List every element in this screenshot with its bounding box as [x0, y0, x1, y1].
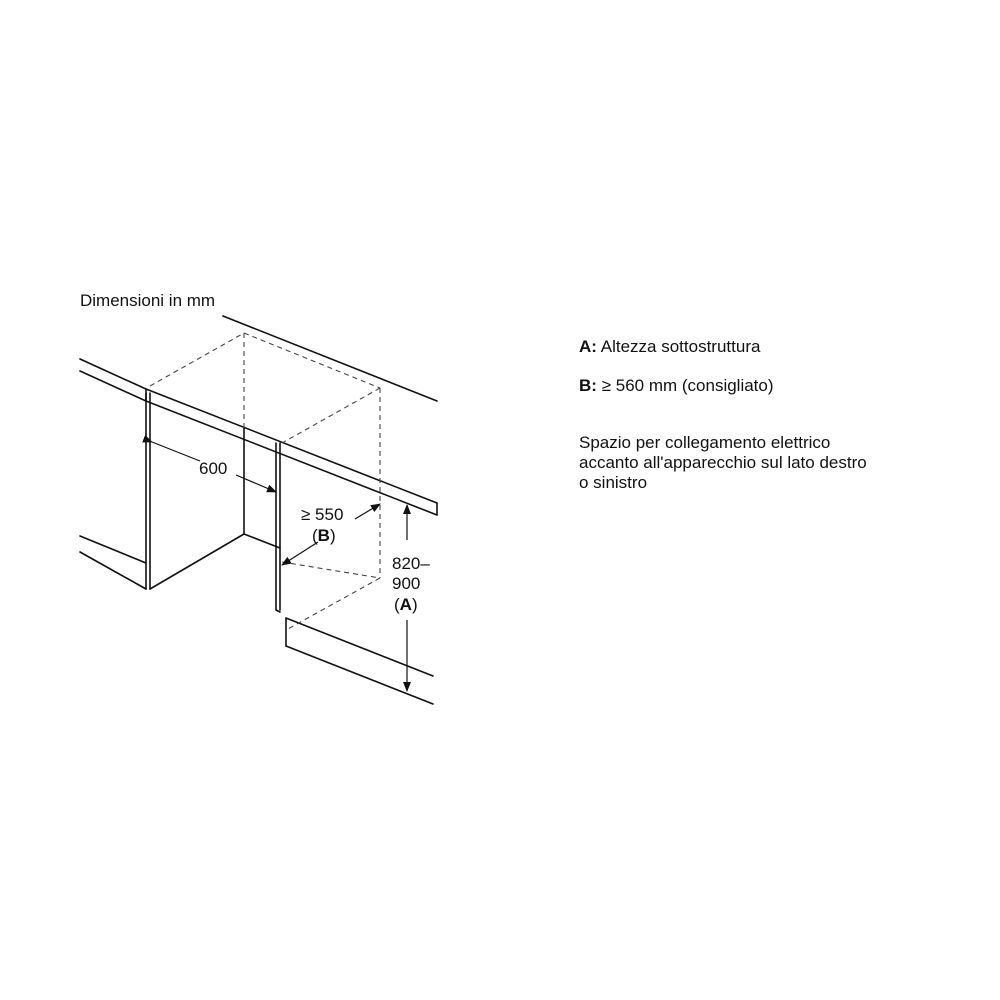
height-dimension [392, 505, 430, 691]
width-dimension [152, 442, 276, 492]
legend-key-a: A: [579, 337, 597, 356]
legend-text-b: ≥ 560 mm (consigliato) [601, 376, 774, 395]
legend-item-b [579, 376, 979, 396]
legend-item-a [579, 337, 979, 357]
units-caption: Dimensioni in mm [80, 291, 216, 310]
appliance-volume [150, 333, 380, 630]
height-value-line2: 900 [392, 574, 421, 593]
depth-label: (B) [312, 526, 336, 545]
legend [579, 337, 979, 493]
depth-key: B [317, 526, 330, 545]
legend-text-a: Altezza sottostruttura [600, 337, 761, 356]
height-value-line1: 820– [392, 554, 430, 573]
electrical-note [579, 433, 979, 493]
height-label: (A) [394, 595, 418, 614]
width-value: 600 [199, 459, 228, 478]
note-line-2: accanto all'apparecchio sul lato destro [579, 453, 867, 472]
note-line-3: o sinistro [579, 473, 648, 492]
height-key: A [399, 595, 412, 614]
depth-dimension [282, 504, 380, 565]
depth-value: ≥ 550 [301, 505, 344, 524]
left-cabinet [80, 393, 244, 589]
legend-key-b: B: [579, 376, 597, 395]
note-line-1: Spazio per collegamento elettrico [579, 433, 831, 452]
